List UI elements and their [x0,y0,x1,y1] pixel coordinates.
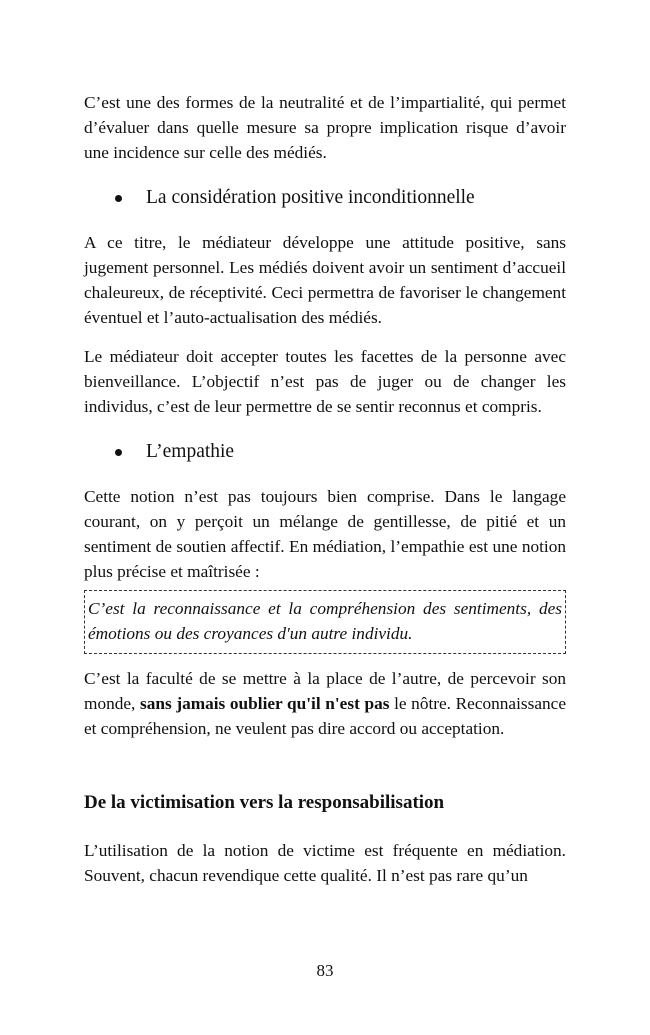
paragraph-positive-attitude: A ce titre, le médiateur développe une attitude positive, sans jugement personnel. Les médiés doivent avoir un sentiment d’accueil chaleureux, de réceptivité. Ceci permettra de favoriser le changement éventuel et l’auto-actualisation des médiés. [84,233,566,327]
bullet-positive-regard [84,185,566,210]
page-number: 83 [316,961,334,980]
page-content [84,90,566,888]
bullet-dot-icon [115,195,122,202]
bullet-empathy [84,439,566,464]
faculty-text-start: C’est la faculté de se mettre à la place de l’autre, de percevoir son monde, [84,669,566,713]
bullet-label: La considération positive inconditionnelle [146,187,475,208]
bullet-dot-icon [115,449,122,456]
section-heading: De la victimisation vers la responsabilisation [84,792,445,813]
paragraph-faculty [84,666,566,741]
paragraph-neutrality: C’est une des formes de la neutralité et de l’impartialité, qui permet d’évaluer dans quelle mesure sa propre implication risque d’avoir une incidence sur celle des médiés. [84,93,566,162]
paragraph-empathy-notion: Cette notion n’est pas toujours bien comprise. Dans le langage courant, on y perçoit un mélange de gentillesse, de pitié et un sentiment de soutien affectif. En médiation, l’empathie est une notion plus précise et maîtrisée : [84,487,566,581]
faculty-text-end: le nôtre. Reconnaissance et compréhension, ne veulent pas dire accord ou acceptation. [84,694,566,738]
paragraph-acceptance: Le médiateur doit accepter toutes les facettes de la personne avec bienveillance. L’objectif n’est pas de juger ou de changer les individus, c’est de leur permettre de se sentir reconnus et compris. [84,347,566,416]
paragraph-victim: L’utilisation de la notion de victime est fréquente en médiation. Souvent, chacun revendique cette qualité. Il n’est pas rare qu’un [84,841,566,885]
faculty-bold-text: sans jamais oublier qu'il n'est pas [139,694,390,713]
bullet-label: L’empathie [146,441,235,462]
empathy-definition-quote: C’est la reconnaissance et la compréhension des sentiments, des émotions ou des croyances d'un autre individu. [84,590,566,654]
